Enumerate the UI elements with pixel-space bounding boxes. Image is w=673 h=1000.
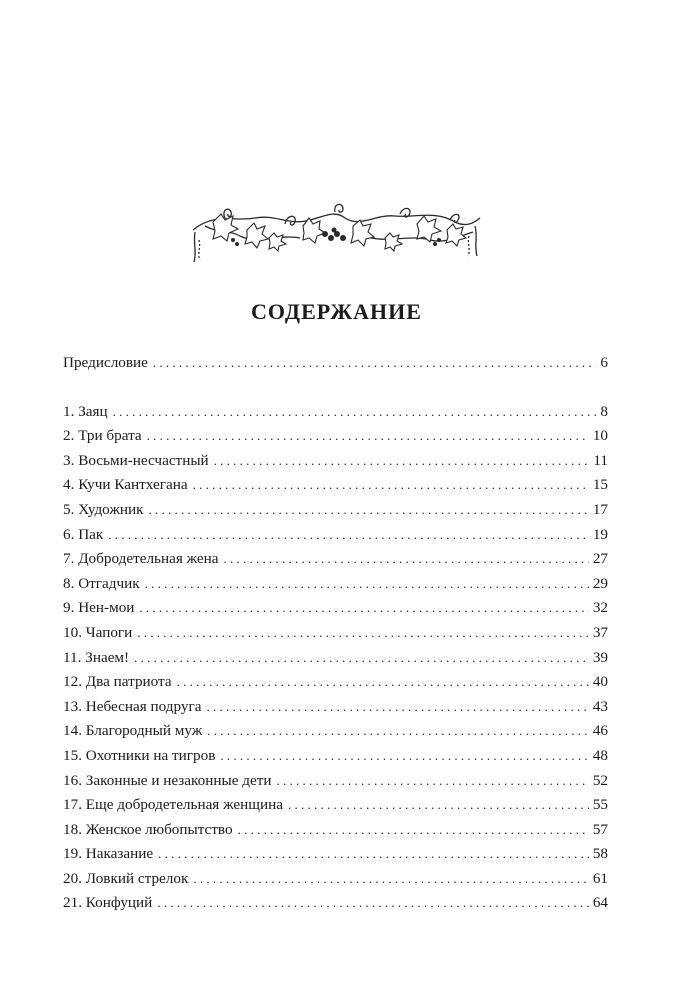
toc-entry-label: 20. Ловкий стрелок (63, 869, 189, 887)
dot-leader (288, 793, 589, 818)
toc-entry-label: 21. Конфуций (63, 894, 153, 912)
toc-entry-label: 18. Женское любопытство (63, 820, 233, 838)
toc-entry-preface[interactable] (63, 351, 608, 376)
toc-entry-page: 17 (592, 500, 608, 518)
toc-entry[interactable] (63, 523, 608, 548)
toc-entry[interactable] (63, 818, 608, 843)
dot-leader (147, 424, 589, 449)
toc-entry[interactable] (63, 621, 608, 646)
toc-entry[interactable] (63, 769, 608, 794)
toc-entry[interactable] (63, 719, 608, 744)
dot-leader (145, 572, 589, 597)
toc-entry-page: 40 (592, 673, 608, 691)
toc-entry[interactable] (63, 596, 608, 621)
toc-entry-label: 3. Восьми-несчастный (63, 451, 209, 469)
toc-entry[interactable] (63, 793, 608, 818)
toc-entry-label: 9. Нен-мои (63, 599, 135, 617)
toc-entry-page: 52 (592, 771, 608, 789)
toc-entry-page: 29 (592, 574, 608, 592)
dot-leader (158, 842, 589, 867)
toc-entry-label: Предисловие (63, 354, 148, 371)
toc-entry-page: 39 (592, 648, 608, 666)
dot-leader (137, 621, 589, 646)
dot-leader (149, 498, 589, 523)
toc-entry-page: 61 (592, 869, 608, 887)
toc-entry-label: 12. Два патриота (63, 673, 172, 691)
toc-entry[interactable] (63, 424, 608, 449)
toc-entry-page: 64 (592, 894, 608, 912)
toc-entry-label: 13. Небесная подруга (63, 697, 202, 715)
toc-entry-label: 19. Наказание (63, 845, 154, 863)
toc-entry[interactable] (63, 891, 608, 916)
toc-entry-label: 17. Еще добродетельная женщина (63, 796, 283, 814)
toc-entry[interactable] (63, 842, 608, 867)
toc-entry[interactable] (63, 646, 608, 671)
dot-leader (193, 473, 589, 498)
toc-entry-page: 43 (592, 697, 608, 715)
dot-leader (224, 547, 589, 572)
toc-entry-page: 11 (593, 451, 608, 469)
toc-entry[interactable] (63, 473, 608, 498)
toc-entry-page: 6 (600, 354, 608, 371)
toc-entry[interactable] (63, 572, 608, 597)
toc-entry-label: 15. Охотники на тигров (63, 746, 216, 764)
page-title: СОДЕРЖАНИЕ (251, 299, 422, 324)
dot-leader (207, 695, 589, 720)
toc-entry-page: 32 (592, 599, 608, 617)
dot-leader (276, 769, 588, 794)
toc-entry-page: 58 (592, 845, 608, 863)
toc-entry-page: 19 (592, 525, 608, 543)
toc-entry-page: 48 (592, 746, 608, 764)
toc-entry-label: 16. Законные и незаконные дети (63, 771, 272, 789)
dot-leader (153, 351, 596, 376)
toc-entry-page: 46 (592, 722, 608, 740)
toc-entry-label: 14. Благородный муж (63, 722, 203, 740)
dot-leader (238, 818, 589, 843)
toc-entry-label: 6. Пак (63, 525, 104, 543)
toc-entry-label: 10. Чапоги (63, 623, 133, 641)
toc-entry-label: 8. Отгадчик (63, 574, 140, 592)
dot-leader (157, 891, 588, 916)
dot-leader (220, 744, 588, 769)
toc-entry[interactable] (63, 867, 608, 892)
toc-entry-page: 57 (592, 820, 608, 838)
toc-entry-page: 27 (592, 550, 608, 568)
toc-entry[interactable] (63, 670, 608, 695)
toc-entry-page: 15 (592, 476, 608, 494)
dot-leader (108, 523, 589, 548)
dot-leader (134, 646, 589, 671)
vine-leaf-ornament-icon (185, 200, 485, 272)
toc-entry-label: 4. Кучи Кантхегана (63, 476, 188, 494)
table-of-contents (63, 351, 608, 916)
toc-entry-page: 10 (592, 427, 608, 445)
toc-entry[interactable] (63, 449, 608, 474)
toc-entry[interactable] (63, 695, 608, 720)
dot-leader (113, 400, 597, 425)
toc-entry-label: 5. Художник (63, 500, 144, 518)
toc-entry-page: 37 (592, 623, 608, 641)
toc-entry[interactable] (63, 400, 608, 425)
toc-entry[interactable] (63, 744, 608, 769)
dot-leader (139, 596, 588, 621)
toc-entry-label: 1. Заяц (63, 402, 108, 420)
dot-leader (214, 449, 590, 474)
toc-entry-label: 11. Знаем! (63, 648, 130, 666)
dot-leader (193, 867, 588, 892)
dot-leader (177, 670, 589, 695)
dot-leader (207, 719, 589, 744)
toc-entry[interactable] (63, 547, 608, 572)
toc-list (63, 400, 608, 916)
toc-entry-page: 55 (592, 796, 608, 814)
toc-entry-label: 2. Три брата (63, 427, 142, 445)
toc-entry-label: 7. Добродетельная жена (63, 550, 219, 568)
toc-entry[interactable] (63, 498, 608, 523)
toc-entry-page: 8 (600, 402, 608, 420)
